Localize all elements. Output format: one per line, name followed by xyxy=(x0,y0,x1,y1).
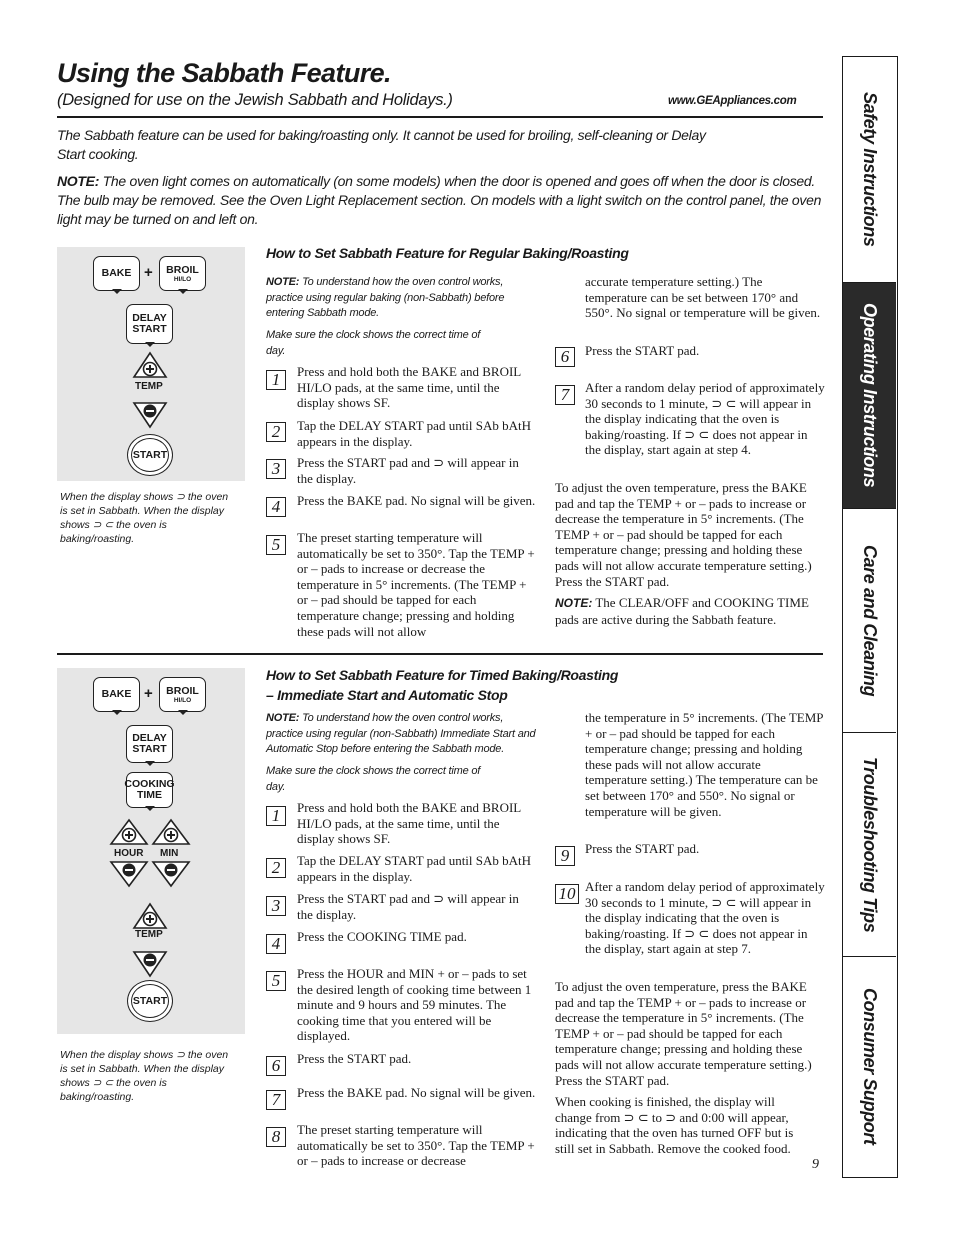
section1-note: NOTE: To understand how the oven control works, practice using regular baking (non-Sabbath) before entering Sabbath mode. xyxy=(266,276,505,319)
min-label: MIN xyxy=(160,848,179,859)
section2-heading-line1: How to Set Sabbath Feature for Timed Baking/Roasting xyxy=(266,667,619,683)
step-number: 4 xyxy=(266,497,286,517)
tab-consumer-support[interactable]: Consumer Support xyxy=(860,988,880,1145)
intro-note xyxy=(57,172,827,229)
step-number: 1 xyxy=(266,806,286,826)
temp-pad-icon xyxy=(131,902,169,978)
start-pad: START xyxy=(127,434,173,476)
section1-clock-note: Make sure the clock shows the correct time of day. xyxy=(266,329,481,357)
section2-adjust-text: To adjust the oven temperature, press the BAKE pad and tap the TEMP + or – pads to increase or decrease the temperature in 5° increments. (The TEMP + or – pad should be tapped for each temperature change; pressing and holding these pads will not allow accurate temperature setting.) Press the START pad. xyxy=(555,979,812,1088)
hour-label: HOUR xyxy=(114,848,144,859)
section1-final-note: NOTE: The CLEAR/OFF and COOKING TIME pads are active during the Sabbath feature. xyxy=(555,595,809,627)
section2-step-5: Press the HOUR and MIN + or – pads to set the desired length of cooking time between 1 minute and 9 hours and 59 minutes. The cooking time that you entered will be displayed. xyxy=(297,966,532,1044)
step-number: 3 xyxy=(266,459,286,479)
step-number: 2 xyxy=(266,858,286,878)
section1-adjust-text: To adjust the oven temperature, press the BAKE pad and tap the TEMP + or – pads to increase or decrease the temperature in 5° increments. (The TEMP + or – pad should be tapped for each temperature change; pressing and holding these pads will not allow accurate temperature setting.) Press the START pad. xyxy=(555,480,812,589)
step-number: 10 xyxy=(555,884,579,904)
panel-caption-2: When the display shows ⊃ the oven is set in Sabbath. When the display shows ⊃ ⊂ the oven is baking/roasting. xyxy=(60,1049,229,1103)
section2-note: NOTE: To understand how the oven control works, practice using regular (non-Sabbath) Immediate Start and Automatic Stop before entering the Sabbath mode. xyxy=(266,712,536,755)
tab-operating-instructions[interactable]: Operating Instructions xyxy=(843,283,896,509)
section2-step-1: Press and hold both the BAKE and BROIL HI/LO pads, at the same time, until the display shows SF. xyxy=(297,800,521,847)
tab-troubleshooting-tips[interactable]: Troubleshooting Tips xyxy=(843,733,896,957)
page-title: Using the Sabbath Feature. xyxy=(57,58,391,88)
title-rule xyxy=(57,116,823,118)
tab-care-and-cleaning[interactable]: Care and Cleaning xyxy=(843,509,896,733)
section2-step-8: The preset starting temperature will automatically be set to 350°. Tap the TEMP + or – pads to increase or decrease xyxy=(297,1122,535,1169)
step-number: 1 xyxy=(266,370,286,390)
intro-note-label: NOTE: xyxy=(57,173,100,189)
delay-start-pad: DELAY START xyxy=(126,725,173,763)
broil-pad: BROIL HI/LO xyxy=(159,256,206,291)
control-panel-illustration-1 xyxy=(57,247,245,481)
section1-step-2: Tap the DELAY START pad until SAb bAtH appears in the display. xyxy=(297,418,532,449)
section2-finished-text: When cooking is finished, the display will change from ⊃ ⊂ to ⊃ and 0:00 will appear, indicating that the oven has turned OFF but is still set in Sabbath. Remove the cooked food. xyxy=(555,1094,794,1156)
section-divider xyxy=(57,653,823,655)
side-nav-tabs xyxy=(842,56,898,1178)
step-number: 9 xyxy=(555,846,575,866)
plus-sign: + xyxy=(144,264,153,281)
broil-pad: BROIL HI/LO xyxy=(159,677,206,712)
step-number: 8 xyxy=(266,1127,286,1147)
section1-step-7: After a random delay period of approximately 30 seconds to 1 minute, ⊃ ⊂ will appear in the display indicating that the oven is baking/roasting. If ⊃ ⊂ does not appear in the display, start again at step 4. xyxy=(585,380,825,458)
section1-step-3: Press the START pad and ⊃ will appear in the display. xyxy=(297,455,519,486)
bake-pad: BAKE xyxy=(93,256,140,291)
step-number: 6 xyxy=(266,1056,286,1076)
step-number: 4 xyxy=(266,934,286,954)
bake-pad: BAKE xyxy=(93,677,140,712)
plus-sign: + xyxy=(144,685,153,702)
panel-caption-1: When the display shows ⊃ the oven is set in Sabbath. When the display shows ⊃ ⊂ the oven is baking/roasting. xyxy=(60,491,229,545)
section2-heading-line2: – Immediate Start and Automatic Stop xyxy=(266,687,508,703)
step-number: 2 xyxy=(266,422,286,442)
section2-step-10: After a random delay period of approximately 30 seconds to 1 minute, ⊃ ⊂ will appear in the display indicating that the oven is baking/roasting. If ⊃ ⊂ does not appear in the display, start again at step 7. xyxy=(585,879,825,957)
section1-step-1: Press and hold both the BAKE and BROIL HI/LO pads, at the same time, until the display shows SF. xyxy=(297,364,521,411)
page-subtitle: (Designed for use on the Jewish Sabbath and Holidays.) xyxy=(57,91,453,109)
section2-step-8-continued: the temperature in 5° increments. (The TEMP + or – pad should be tapped for each temperature change; pressing and holding these pads will not allow accurate temperature setting.) The temperature can be set between 170° and 550°. No signal or temperature will be given. xyxy=(585,710,824,819)
section1-step-5: The preset starting temperature will automatically be set to 350°. Tap the TEMP + or – pads to increase or decrease the temperature in 5° increments. (The TEMP + or – pad should be tapped for each temperature change; pressing and holding these pads will not allow xyxy=(297,530,535,639)
step-number: 7 xyxy=(555,385,575,405)
start-pad: START xyxy=(127,980,173,1022)
section2-clock-note: Make sure the clock shows the correct time of day. xyxy=(266,765,481,793)
page-number: 9 xyxy=(812,1157,819,1172)
section1-step-4: Press the BAKE pad. No signal will be given. xyxy=(297,493,536,508)
step-number: 5 xyxy=(266,971,286,991)
section2-step-3: Press the START pad and ⊃ will appear in the display. xyxy=(297,891,519,922)
section1-step-5-continued: accurate temperature setting.) The temperature can be set between 170° and 550°. No signal or temperature will be given. xyxy=(585,274,821,321)
delay-start-pad: DELAY START xyxy=(126,304,173,344)
section2-step-4: Press the COOKING TIME pad. xyxy=(297,929,467,944)
tab-safety-instructions[interactable]: Safety Instructions xyxy=(843,57,896,283)
temp-label: TEMP xyxy=(135,929,163,940)
step-number: 3 xyxy=(266,896,286,916)
section2-step-6: Press the START pad. xyxy=(297,1051,412,1066)
control-panel-illustration-2 xyxy=(57,668,245,1034)
intro-note-text: The oven light comes on automatically (on some models) when the door is opened and goes off when the door is closed. The bulb may be removed. See the Oven Light Replacement section. On models with a light switch on the control panel, the oven light may be turned on and left on. xyxy=(57,173,822,227)
cooking-time-pad: COOKING TIME xyxy=(126,772,173,808)
section2-step-9: Press the START pad. xyxy=(585,841,700,856)
step-number: 6 xyxy=(555,347,575,367)
temp-label: TEMP xyxy=(135,381,163,392)
step-number: 5 xyxy=(266,535,286,555)
section1-heading: How to Set Sabbath Feature for Regular Baking/Roasting xyxy=(266,245,629,261)
intro-paragraph: The Sabbath feature can be used for baking/roasting only. It cannot be used for broiling, self-cleaning or Delay Start cooking. xyxy=(57,127,706,162)
website-link[interactable]: www.GEAppliances.com xyxy=(668,95,797,107)
section1-step-6: Press the START pad. xyxy=(585,343,700,358)
section2-step-7: Press the BAKE pad. No signal will be given. xyxy=(297,1085,536,1100)
section2-step-2: Tap the DELAY START pad until SAb bAtH appears in the display. xyxy=(297,853,532,884)
step-number: 7 xyxy=(266,1090,286,1110)
